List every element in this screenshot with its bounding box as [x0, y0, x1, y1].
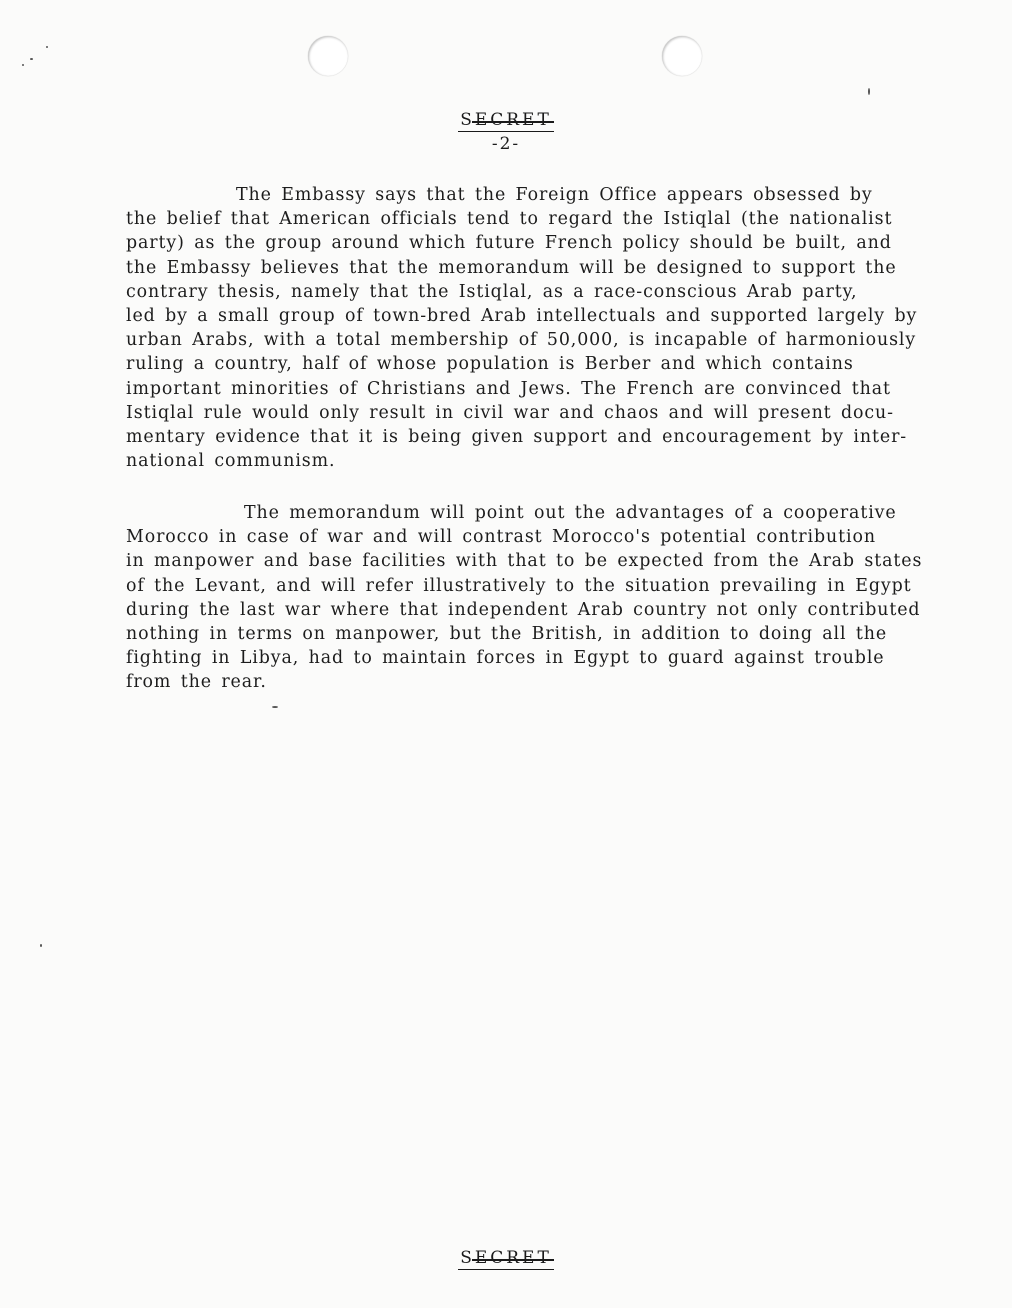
text-line: important minorities of Christians and Jews. The French are convinced that	[126, 378, 891, 399]
punch-hole-right	[662, 36, 702, 76]
paragraph-1	[126, 183, 986, 473]
text-line: contrary thesis, namely that the Istiqlal, as a race-conscious Arab party,	[126, 281, 858, 302]
text-line: Morocco in case of war and will contrast Morocco's potential contribution	[126, 527, 876, 548]
text-line: The Embassy says that the Foreign Office appears obsessed by	[236, 185, 873, 205]
text-line: the belief that American officials tend to regard the Istiqlal (the nationalist	[126, 209, 893, 230]
text-line: party) as the group around which future French policy should be built, and	[126, 233, 892, 254]
text-line: of the Levant, and will refer illustratively to the situation prevailing in Egypt	[126, 575, 912, 596]
paper-speck	[46, 46, 48, 48]
paper-speck	[272, 706, 278, 708]
text-line: The memorandum will point out the advantages of a cooperative	[244, 503, 897, 523]
text-line: from the rear.	[126, 672, 267, 693]
classification-text: SECRET	[460, 1248, 552, 1268]
text-line: mentary evidence that it is being given support and encouragement by inter-	[126, 427, 908, 448]
text-line: fighting in Libya, had to maintain forces in Egypt to guard against trouble	[126, 648, 885, 669]
classification-text: SECRET	[460, 110, 552, 130]
text-line: nothing in terms on manpower, but the British, in addition to doing all the	[126, 624, 888, 645]
paper-speck	[40, 944, 42, 947]
text-line: Istiqlal rule would only result in civil war and chaos and will present docu-	[126, 402, 894, 423]
paper-speck	[22, 64, 24, 66]
text-line: led by a small group of town-bred Arab intellectuals and supported largely by	[126, 306, 918, 327]
text-line: during the last war where that independent Arab country not only contributed	[126, 599, 921, 620]
text-line: ruling a country, half of whose population is Berber and which contains	[126, 354, 854, 375]
punch-hole-left	[308, 36, 348, 76]
classification-marking-top	[0, 110, 1012, 132]
paper-speck	[868, 88, 870, 95]
paragraph-2	[126, 501, 986, 695]
classification-marking-bottom	[0, 1248, 1012, 1270]
text-line: urban Arabs, with a total membership of 50,000, is incapable of harmoniously	[126, 330, 917, 351]
text-line: the Embassy believes that the memorandum will be designed to support the	[126, 257, 897, 278]
text-line: national communism.	[126, 451, 336, 472]
page-number: -2-	[491, 134, 521, 154]
paper-speck	[30, 58, 33, 60]
text-line: in manpower and base facilities with that to be expected from the Arab states	[126, 551, 923, 572]
